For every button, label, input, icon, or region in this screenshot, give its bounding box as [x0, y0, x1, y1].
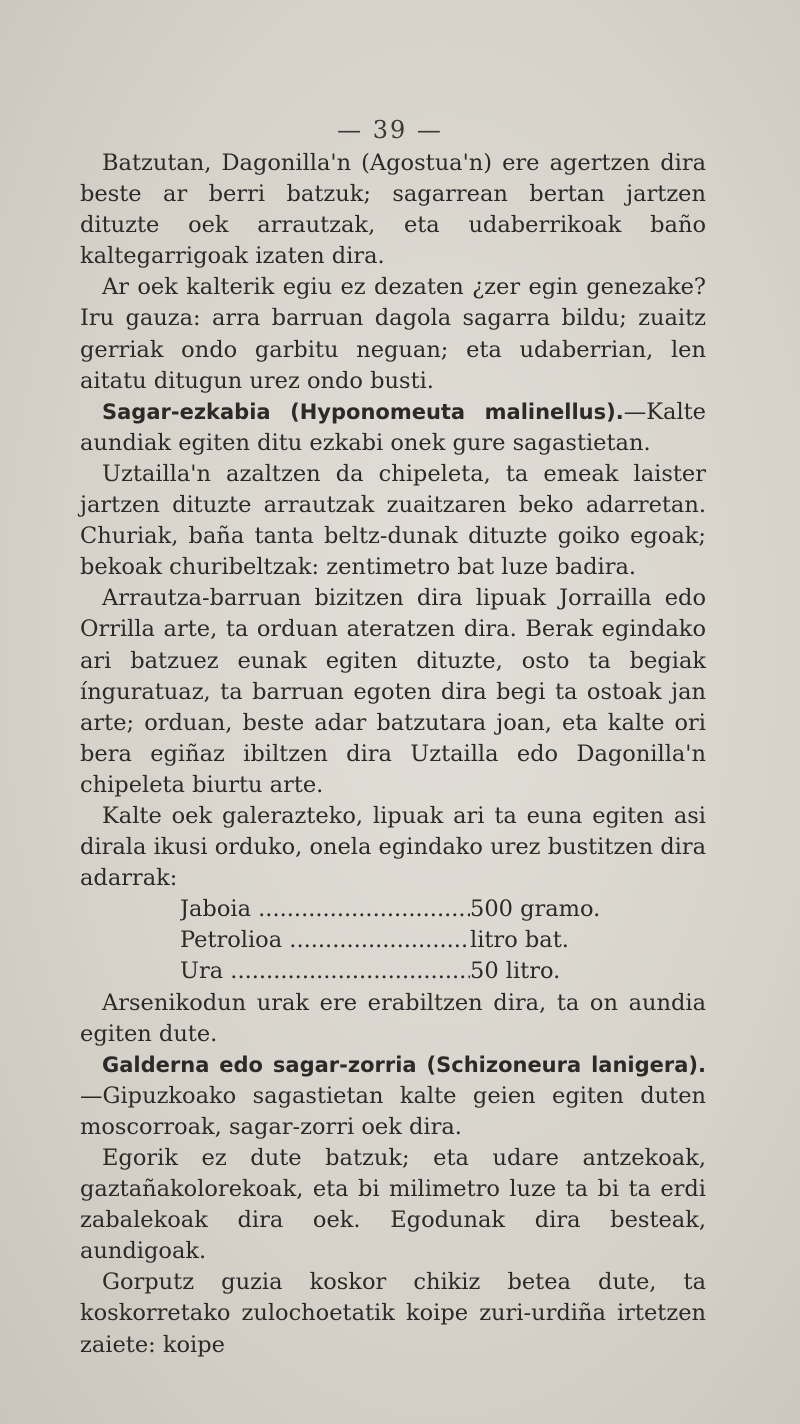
ingredient-quantity: 500 gramo.: [470, 896, 601, 923]
paragraph-text: —Kalte aundiak egiten ditu ezkabi onek gure sagastietan.: [80, 398, 706, 456]
recipe-row: [180, 956, 706, 987]
paragraph: Arsenikodun urak ere erabiltzen dira, ta on aundia egiten dute.: [80, 989, 706, 1047]
ingredient-name: Ura .....: [180, 956, 470, 987]
ingredient-name: Jaboia .....: [180, 894, 470, 925]
paragraph: [80, 1050, 706, 1143]
recipe-row: [180, 925, 706, 956]
section-heading: Galderna edo sagar-zorria (Schizoneura lanigera).: [102, 1052, 706, 1077]
paragraph: Arrautza-barruan bizitzen dira lipuak Jorrailla edo Orrilla arte, ta orduan ateratzen dira. Berak egindako ari batzuez eunak egiten dituzte, osto ta begiak ínguratuaz, ta barruan egoten dira begi ta ostoak jan arte; orduan, beste adar batzutara joan, eta kalte ori bera egiñaz ibiltzen dira Uztailla edo Dagonilla'n chipeleta biurtu arte.: [80, 585, 706, 798]
paragraph: Batzutan, Dagonilla'n (Agostua'n) ere agertzen dira beste ar berri batzuk; sagarrean bertan jartzen dituzte oek arrautzak, eta udaberrikoak baño kaltegarrigoak izaten dira.: [80, 150, 706, 270]
paragraph: Uztailla'n azaltzen da chipeleta, ta emeak laister jartzen dituzte arrautzak zuaitzaren beko adarretan. Churiak, baña tanta beltz-dunak dituzte goiko egoak; bekoak churibeltzak: zentimetro bat luze badira.: [80, 460, 706, 581]
ingredient-quantity: 50 litro.: [470, 958, 561, 985]
paragraph: Gorputz guzia koskor chikiz betea dute, ta koskorretako zulochoetatik koipe zuri-urdiña irtetzen zaiete: koipe: [80, 1269, 706, 1358]
page-number: — 39 —: [337, 116, 443, 144]
paragraph: Ar oek kalterik egiu ez dezaten ¿zer egin genezake? Iru gauza: arra barruan dagola sagarra bildu; zuaitz gerriak ondo garbitu neguan; eta udaberrian, len aitatu ditugun urez ondo busti.: [80, 274, 706, 394]
paragraph: Kalte oek galerazteko, lipuak ari ta euna egiten asi dirala ikusi orduko, onela egindako urez bustitzen dira adarrak:: [80, 802, 706, 892]
paragraph-text: —Gipuzkoako sagastietan kalte geien egiten duten moscorroak, sagar-zorri oek dira.: [80, 1082, 706, 1140]
ingredient-quantity: litro bat.: [470, 927, 569, 954]
section-heading: Sagar-ezkabia (Hyponomeuta malinellus).: [102, 399, 624, 424]
ingredient-name: Petrolioa .....: [180, 925, 470, 956]
page-text: [80, 148, 706, 1361]
paragraph: Egorik ez dute batzuk; eta udare antzekoak, gaztañakolorekoak, eta bi milimetro luze ta bi ta erdi zabalekoak dira oek. Egodunak dira besteak, aundigoak.: [80, 1145, 706, 1265]
recipe-list: [80, 894, 706, 987]
recipe-row: [180, 894, 706, 925]
paragraph: [80, 397, 706, 459]
